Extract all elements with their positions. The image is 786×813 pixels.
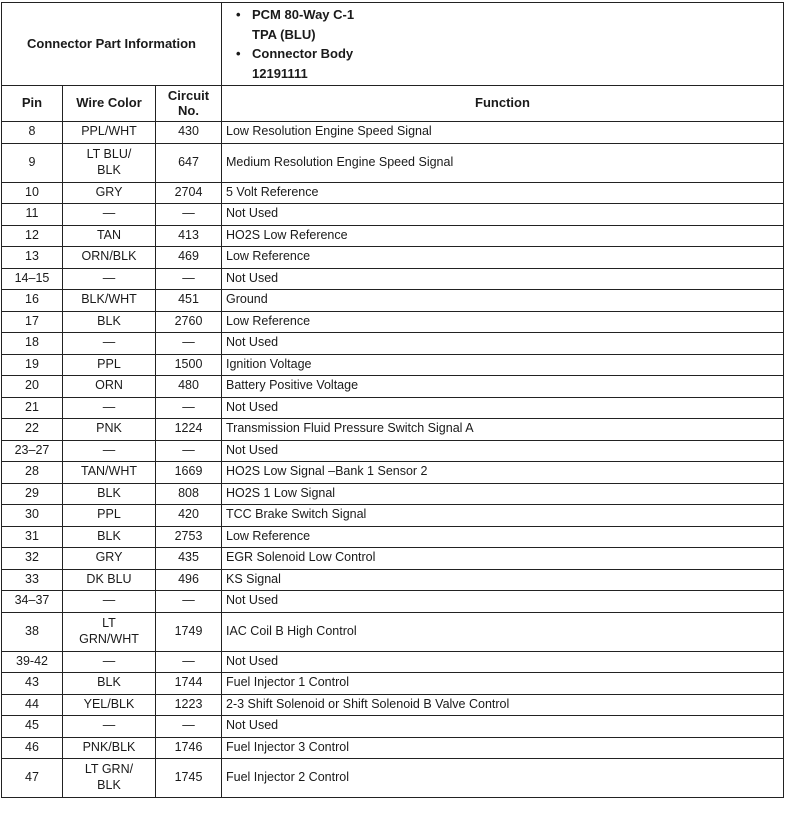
circuit-number-cell: 808: [156, 483, 222, 505]
table-row: [2, 569, 784, 591]
part-item: [232, 44, 783, 64]
pin-cell: 32: [2, 548, 63, 570]
function-cell: Not Used: [222, 204, 784, 226]
wire-color-line: BLK: [97, 675, 121, 690]
wire-color-cell: [63, 182, 156, 204]
wire-color-line: GRY: [95, 184, 123, 199]
circuit-number-cell: 1745: [156, 759, 222, 798]
wire-color-line: YEL/BLK: [83, 696, 135, 711]
wire-color-line: —: [102, 718, 116, 733]
wire-color-line: BLK: [97, 528, 121, 543]
wire-color-line: PNK/BLK: [82, 739, 136, 754]
wire-color-line: PPL/WHT: [81, 124, 137, 139]
connector-part-information-label: Connector Part Information: [2, 3, 222, 86]
pin-cell: 44: [2, 694, 63, 716]
function-cell: Ignition Voltage: [222, 354, 784, 376]
wire-color-line: PNK: [96, 421, 122, 436]
bullet-icon: •: [236, 46, 241, 61]
pin-cell: 20: [2, 376, 63, 398]
wire-color-line: ORN/BLK: [81, 249, 137, 264]
pinout-rows: [2, 122, 784, 798]
pin-cell: 39-42: [2, 651, 63, 673]
pin-cell: 11: [2, 204, 63, 226]
circuit-number-cell: 2704: [156, 182, 222, 204]
table-row: [2, 505, 784, 527]
table-row: [2, 737, 784, 759]
wire-color-cell: [63, 673, 156, 695]
circuit-number-cell: —: [156, 397, 222, 419]
wire-color-line: LT: [102, 615, 116, 630]
wire-color-line: BLK: [97, 313, 121, 328]
part-detail: TPA (BLU): [252, 26, 316, 42]
circuit-number-cell: 1746: [156, 737, 222, 759]
pin-cell: 28: [2, 462, 63, 484]
function-cell: Low Reference: [222, 247, 784, 269]
table-row: [2, 651, 784, 673]
pin-cell: 13: [2, 247, 63, 269]
table-row: [2, 612, 784, 651]
table-row: [2, 143, 784, 182]
wire-color-cell: [63, 505, 156, 527]
table-row: [2, 268, 784, 290]
wire-color-cell: [63, 143, 156, 182]
function-cell: TCC Brake Switch Signal: [222, 505, 784, 527]
pin-cell: 45: [2, 716, 63, 738]
table-row: [2, 716, 784, 738]
part-name: Connector Body: [252, 46, 354, 61]
circuit-number-cell: 647: [156, 143, 222, 182]
pin-cell: 17: [2, 311, 63, 333]
part-item: [232, 5, 783, 25]
bullet-icon: •: [236, 7, 241, 22]
wire-color-cell: [63, 204, 156, 226]
wire-color-cell: [63, 716, 156, 738]
function-cell: Fuel Injector 3 Control: [222, 737, 784, 759]
pin-cell: 19: [2, 354, 63, 376]
part-item: [232, 25, 783, 45]
function-cell: Not Used: [222, 268, 784, 290]
table-row: [2, 397, 784, 419]
circuit-number-cell: 430: [156, 122, 222, 144]
function-cell: Not Used: [222, 397, 784, 419]
wire-color-cell: [63, 759, 156, 798]
pin-cell: 12: [2, 225, 63, 247]
wire-color-cell: [63, 591, 156, 613]
pin-cell: 18: [2, 333, 63, 355]
connector-pinout-table: [1, 2, 784, 798]
pin-cell: 21: [2, 397, 63, 419]
column-header-pin: Pin: [2, 86, 63, 122]
pin-cell: 9: [2, 143, 63, 182]
part-item: [232, 64, 783, 84]
circuit-number-cell: —: [156, 204, 222, 226]
table-row: [2, 483, 784, 505]
table-row: [2, 247, 784, 269]
pin-cell: 16: [2, 290, 63, 312]
circuit-number-cell: 480: [156, 376, 222, 398]
function-cell: HO2S 1 Low Signal: [222, 483, 784, 505]
pin-cell: 23–27: [2, 440, 63, 462]
wire-color-cell: [63, 548, 156, 570]
circuit-number-cell: —: [156, 591, 222, 613]
wire-color-line: BLK/WHT: [81, 292, 137, 307]
wire-color-line: PPL: [97, 356, 121, 371]
circuit-number-cell: 1749: [156, 612, 222, 651]
wire-color-line: GRN/WHT: [79, 631, 139, 646]
function-cell: Ground: [222, 290, 784, 312]
wire-color-line: GRY: [95, 550, 123, 565]
function-cell: 5 Volt Reference: [222, 182, 784, 204]
pin-cell: 38: [2, 612, 63, 651]
wire-color-cell: [63, 268, 156, 290]
column-header-wire-color: Wire Color: [63, 86, 156, 122]
wire-color-cell: [63, 290, 156, 312]
wire-color-line: BLK: [97, 162, 121, 177]
wire-color-line: —: [102, 399, 116, 414]
pin-cell: 33: [2, 569, 63, 591]
table-row: [2, 759, 784, 798]
table-row: [2, 333, 784, 355]
wire-color-line: LT GRN/: [84, 762, 134, 777]
circuit-number-cell: 469: [156, 247, 222, 269]
function-cell: Transmission Fluid Pressure Switch Signal A: [222, 419, 784, 441]
wire-color-cell: [63, 354, 156, 376]
wire-color-cell: [63, 333, 156, 355]
circuit-number-cell: 496: [156, 569, 222, 591]
function-cell: Fuel Injector 2 Control: [222, 759, 784, 798]
function-cell: Not Used: [222, 651, 784, 673]
circuit-number-cell: 1669: [156, 462, 222, 484]
function-cell: 2-3 Shift Solenoid or Shift Solenoid B Valve Control: [222, 694, 784, 716]
circuit-number-cell: 1744: [156, 673, 222, 695]
wire-color-cell: [63, 737, 156, 759]
function-cell: Low Reference: [222, 526, 784, 548]
function-cell: Fuel Injector 1 Control: [222, 673, 784, 695]
table-row: [2, 526, 784, 548]
table-row: [2, 376, 784, 398]
part-number: 12191111: [252, 65, 308, 81]
wire-color-cell: [63, 376, 156, 398]
function-cell: Not Used: [222, 333, 784, 355]
function-cell: HO2S Low Reference: [222, 225, 784, 247]
pin-cell: 8: [2, 122, 63, 144]
wire-color-line: —: [102, 335, 116, 350]
pin-cell: 22: [2, 419, 63, 441]
wire-color-line: —: [102, 653, 116, 668]
circuit-number-cell: 451: [156, 290, 222, 312]
table-row: [2, 440, 784, 462]
circuit-number-cell: 1223: [156, 694, 222, 716]
circuit-number-cell: —: [156, 333, 222, 355]
function-cell: KS Signal: [222, 569, 784, 591]
pin-cell: 14–15: [2, 268, 63, 290]
table-row: [2, 204, 784, 226]
pin-cell: 10: [2, 182, 63, 204]
wire-color-line: BLK: [97, 778, 121, 792]
table-row: [2, 354, 784, 376]
circuit-number-cell: 435: [156, 548, 222, 570]
function-cell: Low Resolution Engine Speed Signal: [222, 122, 784, 144]
wire-color-line: LT BLU/: [86, 146, 132, 161]
wire-color-cell: [63, 483, 156, 505]
pin-cell: 34–37: [2, 591, 63, 613]
part-name: PCM 80-Way C-1: [252, 7, 355, 22]
circuit-number-cell: —: [156, 268, 222, 290]
wire-color-cell: [63, 612, 156, 651]
table-row: [2, 591, 784, 613]
table-row: [2, 290, 784, 312]
table-row: [2, 122, 784, 144]
function-cell: Battery Positive Voltage: [222, 376, 784, 398]
wire-color-line: —: [102, 206, 116, 221]
function-cell: Low Reference: [222, 311, 784, 333]
function-cell: Not Used: [222, 716, 784, 738]
circuit-number-cell: —: [156, 651, 222, 673]
wire-color-cell: [63, 694, 156, 716]
function-cell: IAC Coil B High Control: [222, 612, 784, 651]
connector-part-details: [222, 3, 784, 86]
wire-color-cell: [63, 419, 156, 441]
function-cell: EGR Solenoid Low Control: [222, 548, 784, 570]
column-header-function: Function: [222, 86, 784, 122]
circuit-number-cell: —: [156, 716, 222, 738]
function-cell: HO2S Low Signal –Bank 1 Sensor 2: [222, 462, 784, 484]
circuit-number-cell: 2753: [156, 526, 222, 548]
wire-color-line: —: [102, 442, 116, 457]
wire-color-cell: [63, 225, 156, 247]
table-row: [2, 419, 784, 441]
wire-color-line: PPL: [97, 507, 121, 522]
table-row: [2, 673, 784, 695]
pin-cell: 31: [2, 526, 63, 548]
pin-cell: 43: [2, 673, 63, 695]
wire-color-cell: [63, 122, 156, 144]
pin-cell: 29: [2, 483, 63, 505]
table-row: [2, 694, 784, 716]
function-cell: Medium Resolution Engine Speed Signal: [222, 143, 784, 182]
circuit-number-cell: —: [156, 440, 222, 462]
circuit-number-cell: 2760: [156, 311, 222, 333]
pin-cell: 47: [2, 759, 63, 798]
circuit-header-line2: No.: [178, 102, 199, 118]
wire-color-cell: [63, 569, 156, 591]
table-row: [2, 182, 784, 204]
wire-color-line: DK BLU: [86, 571, 132, 586]
table-row: [2, 548, 784, 570]
function-cell: Not Used: [222, 440, 784, 462]
table-row: [2, 462, 784, 484]
wire-color-cell: [63, 247, 156, 269]
wire-color-cell: [63, 462, 156, 484]
pin-cell: 46: [2, 737, 63, 759]
wire-color-cell: [63, 526, 156, 548]
wire-color-cell: [63, 440, 156, 462]
column-header-circuit-no: [156, 86, 222, 122]
circuit-number-cell: 1500: [156, 354, 222, 376]
wire-color-line: —: [102, 593, 116, 608]
table-row: [2, 311, 784, 333]
wire-color-line: TAN/WHT: [80, 464, 137, 479]
function-cell: Not Used: [222, 591, 784, 613]
wire-color-line: ORN: [95, 378, 123, 393]
wire-color-line: —: [102, 270, 116, 285]
wire-color-line: TAN: [96, 227, 122, 242]
circuit-header-line1: Circuit: [167, 88, 210, 104]
circuit-number-cell: 413: [156, 225, 222, 247]
wire-color-cell: [63, 311, 156, 333]
wire-color-line: BLK: [97, 485, 121, 500]
wire-color-cell: [63, 397, 156, 419]
wire-color-cell: [63, 651, 156, 673]
circuit-number-cell: 420: [156, 505, 222, 527]
pin-cell: 30: [2, 505, 63, 527]
circuit-number-cell: 1224: [156, 419, 222, 441]
table-row: [2, 225, 784, 247]
